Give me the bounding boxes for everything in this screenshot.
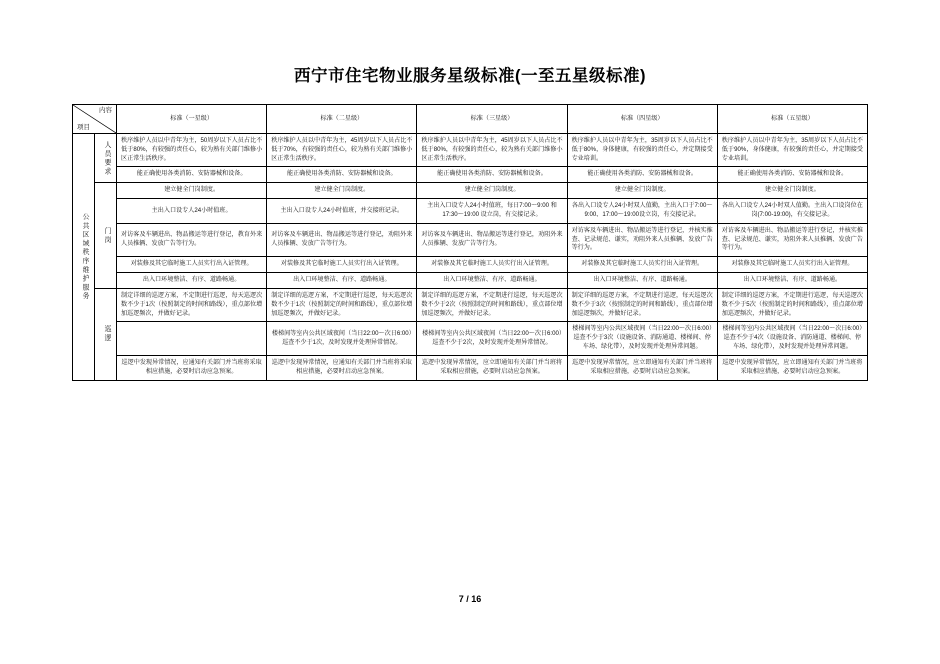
cell-patrol-emergency-5star: 巡逻中发现异常情况，应立即通知有关部门并当班将采取相应措施，必要时启动应急预案。 (717, 355, 867, 380)
table-row (73, 322, 868, 355)
cell-patrol-emergency-1star: 巡逻中发现异常情况，应通知有关部门并当班将采取相应措施，必要时启动应急预案。 (117, 355, 267, 380)
cell-gate-env-4star: 出入口环境整洁、有序、道路畅通。 (567, 273, 717, 289)
row-label-gate: 门岗 (95, 183, 117, 289)
cell-gate-system-2star: 建立健全门岗制度。 (267, 183, 417, 199)
cell-patrol-night-2star: 楼梯间等室内公共区域夜间（当日22:00～次日6:00）巡查不少于1次，及时发现并处理异常情况。 (267, 322, 417, 355)
column-header-1star: 标准（一星级） (117, 105, 267, 134)
table-row (73, 167, 868, 183)
cell-equipment-2star: 能正确使用各类消防、安防器械和设备。 (267, 167, 417, 183)
table-row (73, 257, 868, 273)
cell-gate-system-4star: 建立健全门岗制度。 (567, 183, 717, 199)
cell-staff-3star: 秩序维护人员以中青年为主，45周岁以下人员占比不低于80%，有较强的责任心，较为熟有关部门维修小区正常生活秩序。 (417, 134, 567, 167)
cell-gate-duty-2star: 主出入口设专人24小时值班，并交接班记录。 (267, 199, 417, 224)
cell-patrol-plan-3star: 制定详细的巡逻方案，不定期进行巡逻，每天巡逻次数不少于2次（按照制定的时间和路线），重点部位增加巡逻频次，并做好记录。 (417, 288, 567, 321)
table-row (73, 199, 868, 224)
cell-gate-system-5star: 建立健全门岗制度。 (717, 183, 867, 199)
table-row (73, 288, 868, 321)
cell-equipment-3star: 能正确使用各类消防、安防器械和设备。 (417, 167, 567, 183)
cell-gate-visitor-1star: 对访客及车辆进出、物品搬运等进行登记，教育外来人员推辆、发放广告等行为。 (117, 223, 267, 256)
cell-gate-env-5star: 出入口环境整洁、有序、道路畅通。 (717, 273, 867, 289)
cell-gate-pass-4star: 对装修及其它临时施工人员实行出入证管理。 (567, 257, 717, 273)
cell-patrol-plan-4star: 制定详细的巡逻方案，不定期进行巡逻，每天巡逻次数不少于3次（按照制定的时间和路线），重点部位增加巡逻频次，并做好记录。 (567, 288, 717, 321)
table-row (73, 355, 868, 380)
cell-patrol-night-3star: 楼梯间等室内公共区域夜间（当日22:00～次日6:00）巡查不少于2次，及时发现并处理异常情况。 (417, 322, 567, 355)
cell-gate-env-2star: 出入口环境整洁、有序、道路畅通。 (267, 273, 417, 289)
cell-patrol-plan-1star: 制定详细的巡逻方案，不定期进行巡逻，每天巡逻次数不少于1次（按照制定的时间和路线），重点部位增加巡逻频次，并做好记录。 (117, 288, 267, 321)
row-label-patrol: 巡逻 (95, 288, 117, 380)
cell-gate-system-3star: 建立健全门岗制度。 (417, 183, 567, 199)
row-label-staff: 人员要求 (95, 134, 117, 183)
table-row (73, 134, 868, 167)
cell-patrol-plan-5star: 制定详细的巡逻方案，不定期进行巡逻，每天巡逻次数不少于5次（按照制定的时间和路线），重点部位增加巡逻频次，并做好记录。 (717, 288, 867, 321)
cell-gate-visitor-4star: 对访客及车辆进出、物品搬运等进行登记，并核实推查、记录规范、谦实，劝阻外来人员推辆、发放广告等行为。 (567, 223, 717, 256)
column-header-4star: 标准（四星级） (567, 105, 717, 134)
cell-gate-pass-2star: 对装修及其它临时施工人员实行出入证管理。 (267, 257, 417, 273)
cell-gate-pass-1star: 对装修及其它临时施工人员实行出入证管理。 (117, 257, 267, 273)
column-header-5star: 标准（五星级） (717, 105, 867, 134)
corner-label-content: 内容 (99, 107, 113, 114)
cell-patrol-emergency-2star: 巡逻中发现异常情况，应通知有关部门并当班将采取相应措施，必要时启动应急预案。 (267, 355, 417, 380)
cell-gate-env-1star: 出入口环境整洁、有序、道路畅通。 (117, 273, 267, 289)
cell-equipment-5star: 能正确使用各类消防、安防器械和设备。 (717, 167, 867, 183)
cell-staff-2star: 秩序维护人员以中青年为主，45周岁以下人员占比不低于70%，有较强的责任心，较为熟有关部门维修小区正常生活秩序。 (267, 134, 417, 167)
cell-patrol-plan-2star: 制定详细的巡逻方案，不定期进行巡逻，每天巡逻次数不少于1次（按照制定的时间和路线），重点部位增加巡逻频次，并做好记录。 (267, 288, 417, 321)
cell-gate-pass-3star: 对装修及其它临时施工人员实行出入证管理。 (417, 257, 567, 273)
cell-gate-system-1star: 建立健全门岗制度。 (117, 183, 267, 199)
cell-patrol-night-1star (117, 322, 267, 355)
cell-gate-duty-4star: 各出入口设专人24小时双人值勤，主出入口于7:00～9:00、17:00～19:00设立岗，有交接记录。 (567, 199, 717, 224)
page-title: 西宁市住宅物业服务星级标准(一至五星级标准) (294, 67, 646, 85)
table-row (73, 183, 868, 199)
cell-patrol-emergency-3star: 巡逻中发现异常情况，应立即通知有关部门并当班将采取相应措施，必要时启动应急预案。 (417, 355, 567, 380)
table-header-row (73, 105, 868, 134)
cell-gate-env-3star: 出入口环境整洁、有序、道路畅通。 (417, 273, 567, 289)
table-row (73, 223, 868, 256)
cell-staff-4star: 秩序维护人员以中青年为主，35周岁以下人员占比不低于80%，身体健康，有较强的责任心，并定期接受专业培训。 (567, 134, 717, 167)
cell-gate-duty-3star: 主出入口设专人24小时值班，每日7:00～9:00 和 17:30～19:00 设立岗，有交接记录。 (417, 199, 567, 224)
column-header-2star: 标准（二星级） (267, 105, 417, 134)
cell-gate-visitor-3star: 对访客及车辆进出、物品搬运等进行登记，劝阻外来人员推辆、发放广告等行为。 (417, 223, 567, 256)
cell-gate-duty-1star: 主出入口设专人24小时值班。 (117, 199, 267, 224)
table-row (73, 273, 868, 289)
cell-gate-visitor-5star: 对访客及车辆进出、物品搬运等进行登记，并核实推查、记录规范、谦实，劝阻外来人员推辆、发放广告等行为。 (717, 223, 867, 256)
standards-table (72, 104, 868, 381)
cell-patrol-night-4star: 楼梯间等室内公共区域夜间（当日22:00～次日6:00）巡查不少于3次（设施设备、消防通道、楼梯间、停车场、绿化带），及时发现并处理异常问题。 (567, 322, 717, 355)
cell-equipment-1star: 能正确使用各类消防、安防器械和设备。 (117, 167, 267, 183)
column-header-3star: 标准（三星级） (417, 105, 567, 134)
row-group-label-section: 公共区域秩序维护服务 (73, 134, 95, 381)
cell-gate-visitor-2star: 对访客及车辆进出、物品搬运等进行登记，劝阻外来人员推辆、发放广告等行为。 (267, 223, 417, 256)
standards-table-container (72, 104, 868, 381)
cell-staff-1star: 秩序维护人员以中青年为主，50周岁以下人员占比不低于80%，有较强的责任心，较为熟有关部门维修小区正常生活秩序。 (117, 134, 267, 167)
cell-patrol-night-5star: 楼梯间等室内公共区域夜间（当日22:00～次日6:00）巡查不少于4次（设施设备、消防通道、楼梯间、停车场、绿化带），及时发现并处理异常问题。 (717, 322, 867, 355)
table-corner-cell (73, 105, 117, 134)
cell-equipment-4star: 能正确使用各类消防、安防器械和设备。 (567, 167, 717, 183)
cell-staff-5star: 秩序维护人员以中青年为主，35周岁以下人员占比不低于90%，身体健康，有较强的责任心，并定期接受专业培训。 (717, 134, 867, 167)
cell-gate-duty-5star: 各出入口设专人24小时双人值勤。主出入口设岗位在岗(7:00-19:00)，有交接记录。 (717, 199, 867, 224)
corner-label-project: 项目 (77, 123, 90, 131)
cell-gate-pass-5star: 对装修及其它临时施工人员实行出入证管理。 (717, 257, 867, 273)
page-number: 7 / 16 (458, 594, 482, 604)
cell-patrol-emergency-4star: 巡逻中发现异常情况，应立即通知有关部门并当班将采取相应措施，必要时启动应急预案。 (567, 355, 717, 380)
